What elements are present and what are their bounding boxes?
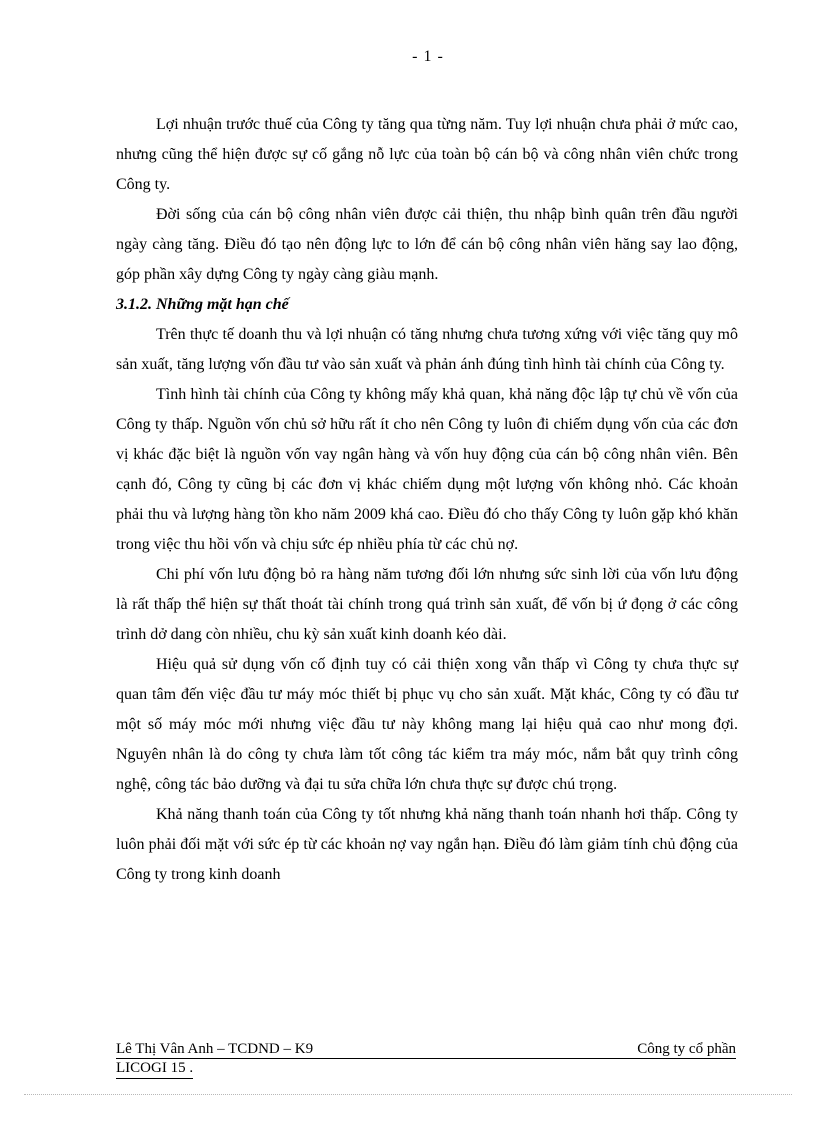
paragraph-working-capital: Chi phí vốn lưu động bỏ ra hàng năm tương đối lớn nhưng sức sinh lời của vốn lưu động là rất thấp thể hiện sự thất thoát tài chính trong quá trình sản xuất, để vốn bị ứ đọng ở các công trình dở dang còn nhiều, chu kỳ sản xuất kinh doanh kéo dài. [116, 566, 738, 643]
paragraph-living-standards: Đời sống của cán bộ công nhân viên được cải thiện, thu nhập bình quân trên đầu người ngày càng tăng. Điều đó tạo nên động lực to lớn để cán bộ công nhân viên hăng say lao động, góp phần xây dựng Công ty ngày càng giàu mạnh. [116, 206, 738, 283]
paragraph-fixed-capital: Hiệu quả sử dụng vốn cố định tuy có cải thiện xong vẫn thấp vì Công ty chưa thực sự quan tâm đến việc đầu tư máy móc thiết bị phục vụ cho sản xuất. Mặt khác, Công ty có đầu tư một số máy móc mới nhưng việc đầu tư này không mang lại hiệu quả cao như mong đợi. Nguyên nhân là do công ty chưa làm tốt công tác kiểm tra máy móc, nắm bắt quy trình công nghệ, công tác bảo dưỡng và đại tu sửa chữa lớn chưa thực sự được chú trọng. [116, 656, 738, 793]
paragraph-financial-situation: Tình hình tài chính của Công ty không mấy khả quan, khả năng độc lập tự chủ về vốn của Công ty thấp. Nguồn vốn chủ sở hữu rất ít cho nên Công ty luôn đi chiếm dụng vốn của các đơn vị khác đặc biệt là nguồn vốn vay ngân hàng và vốn huy động của cán bộ công nhân viên. Bên cạnh đó, Công ty cũng bị các đơn vị khác chiếm dụng một lượng vốn không nhỏ. Các khoản phải thu và lượng hàng tồn kho năm 2009 khá cao. Điều đó cho thấy Công ty luôn gặp khó khăn trong việc thu hồi vốn và chịu sức ép nhiều phía từ các chủ nợ. [116, 386, 738, 553]
paragraph-revenue: Trên thực tế doanh thu và lợi nhuận có tăng nhưng chưa tương xứng với việc tăng quy mô sản xuất, tăng lượng vốn đầu tư vào sản xuất và phản ánh đúng tình hình tài chính của Công ty. [116, 326, 738, 373]
footer-company-name: LICOGI 15 . [116, 1059, 193, 1079]
footer-line [116, 1040, 736, 1059]
page-footer [116, 1040, 736, 1079]
document-body [116, 110, 738, 890]
page-number: - 1 - [412, 48, 444, 65]
footer-author: Lê Thị Vân Anh – TCDND – K9 [116, 1041, 314, 1057]
paragraph-liquidity: Khả năng thanh toán của Công ty tốt nhưng khả năng thanh toán nhanh hơi thấp. Công ty luôn phải đối mặt với sức ép từ các khoản nợ vay ngắn hạn. Điều đó làm giảm tính chủ động của Công ty trong kinh doanh [116, 806, 738, 883]
section-heading: 3.1.2. Những mặt hạn chế [116, 296, 289, 313]
paragraph-profit: Lợi nhuận trước thuế của Công ty tăng qua từng năm. Tuy lợi nhuận chưa phải ở mức cao, nhưng cũng thể hiện được sự cố gắng nỗ lực của toàn bộ cán bộ và công nhân viên chức trong Công ty. [116, 116, 738, 193]
footer-company: Công ty cổ phần [637, 1041, 736, 1057]
page-border [24, 1094, 792, 1095]
